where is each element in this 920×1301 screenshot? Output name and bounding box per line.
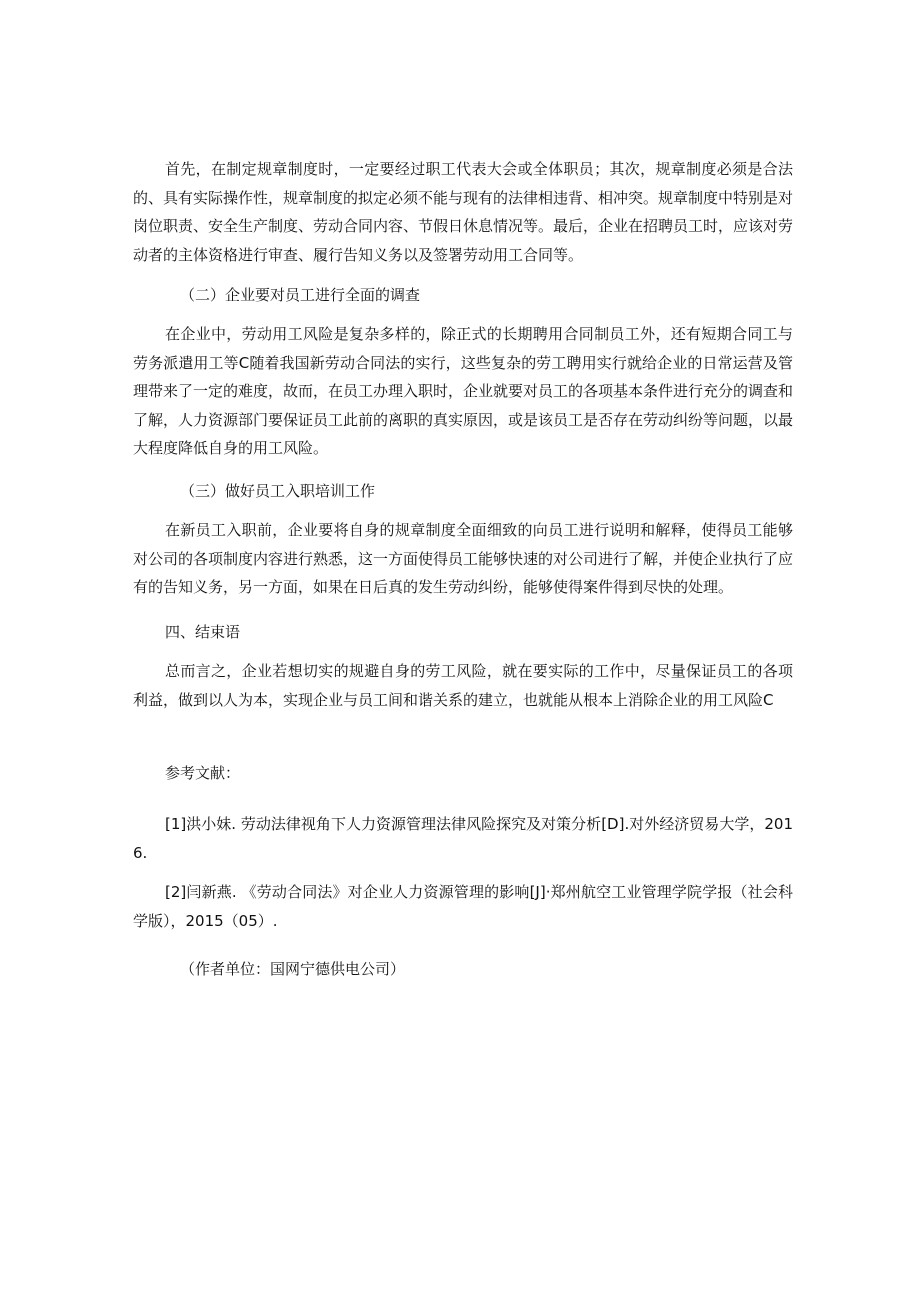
paragraph-regulations: 首先，在制定规章制度时，一定要经过职工代表大会或全体职员；其次，规章制度必须是合法的、具有实际操作性，规章制度的拟定必须不能与现有的法律相违背、相冲突。规章制度中特别是对岗位职责、安全生产制度、劳动合同内容、节假日休息情况等。最后，企业在招聘员工时，应该对劳动者的主体资格进行审查、履行告知义务以及签署劳动用工合同等。 — [133, 160, 794, 264]
author-unit: （作者单位：国网宁德供电公司） — [180, 960, 406, 978]
section-heading-investigation: （二）企业要对员工进行全面的调查 — [180, 286, 421, 304]
section-heading-training: （三）做好员工入职培训工作 — [180, 482, 376, 500]
paragraph-investigation: 在企业中，劳动用工风险是复杂多样的，除正式的长期聘用合同制员工外，还有短期合同工与劳务派遣用工等C随着我国新劳动合同法的实行，这些复杂的劳工聘用实行就给企业的日常运营及管理带来了一定的难度，故而，在员工办理入职时，企业就要对员工的各项基本条件进行充分的调查和了解，人力资源部门要保证员工此前的离职的真实原因，或是该员工是否存在劳动纠纷等问题，以最大程度降低自身的用工风险。 — [133, 325, 794, 457]
reference-1: [1]洪小妹. 劳动法律视角下人力资源管理法律风险探究及对策分析[D].对外经济贸易大学，2016. — [133, 815, 793, 862]
section-heading-conclusion: 四、结束语 — [165, 623, 241, 641]
paragraph-conclusion: 总而言之，企业若想切实的规避自身的劳工风险，就在要实际的工作中，尽量保证员工的各项利益，做到以人为本，实现企业与员工间和谐关系的建立，也就能从根本上消除企业的用工风险C — [133, 662, 793, 709]
reference-2: [2]闫新燕. 《劳动合同法》对企业人力资源管理的影响[J]·郑州航空工业管理学院学报（社会科学版），2015（05）. — [133, 883, 793, 930]
references-heading: 参考文献： — [165, 764, 241, 782]
paragraph-training: 在新员工入职前，企业要将自身的规章制度全面细致的向员工进行说明和解释，使得员工能够对公司的各项制度内容进行熟悉，这一方面使得员工能够快速的对公司进行了解，并使企业执行了应有的告知义务，另一方面，如果在日后真的发生劳动纠纷，能够使得案件得到尽快的处理。 — [133, 521, 794, 596]
